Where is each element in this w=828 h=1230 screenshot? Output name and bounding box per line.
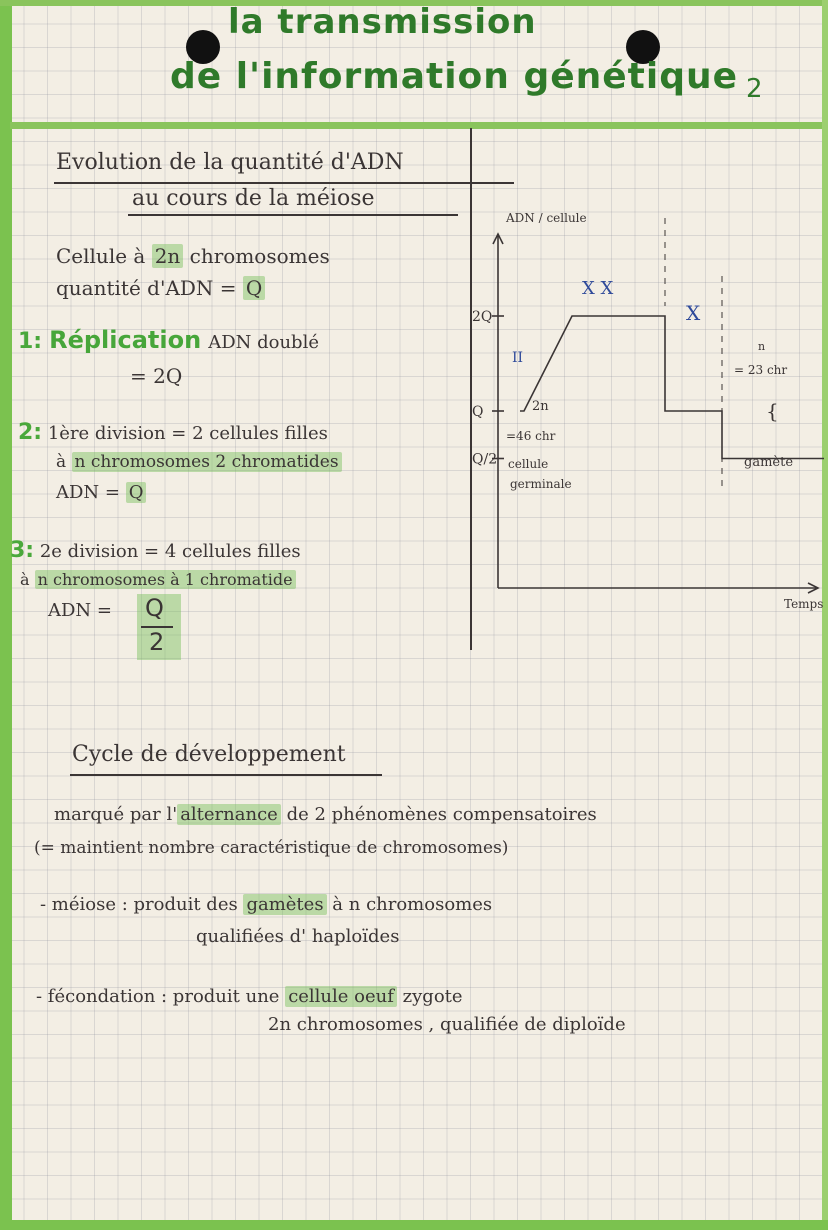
- green-margin-left: [0, 0, 12, 1230]
- meiose-item: - méiose : produit des gamètes à n chromosomes: [40, 894, 493, 915]
- step3-fraction: [137, 594, 181, 660]
- section2-line2: (= maintient nombre caractéristique de chromosomes): [34, 838, 509, 858]
- section1-title-line1: Evolution de la quantité d'ADN: [56, 150, 404, 175]
- cell-label-46chr: =46 chr: [506, 429, 556, 443]
- step1-line: 1: Réplication ADN doublé: [18, 326, 319, 354]
- section2-title-underline: [70, 774, 382, 776]
- y-tick-label: 2Q: [472, 309, 493, 325]
- intro-line2: quantité d'ADN = Q: [56, 276, 265, 300]
- y-tick-label: Q/2: [472, 451, 498, 468]
- gamete-brace: {: [766, 399, 779, 423]
- green-margin-bottom: [0, 1220, 828, 1230]
- replication-mark: II: [512, 350, 524, 366]
- gamete-n: n: [758, 340, 766, 353]
- y-tick-label: Q: [472, 404, 484, 420]
- gamete-label: gamète: [744, 455, 794, 470]
- section2-line1: marqué par l' alternance de 2 phénomènes compensatoires: [54, 804, 597, 825]
- step3-line1: 3: 2e division = 4 cellules filles: [10, 538, 301, 563]
- step2-line1: 2: 1ère division = 2 cellules filles: [18, 420, 328, 445]
- meiose-item-line2: qualifiées d' haploïdes: [196, 926, 400, 947]
- fraction-numerator: Q: [145, 594, 164, 622]
- chromosome-pairs: X X: [582, 278, 614, 299]
- fecondation-item: - fécondation : produit une cellule oeuf zygote: [36, 986, 463, 1007]
- page-number: 2: [746, 74, 763, 104]
- cell-label-2n: 2n: [532, 399, 549, 414]
- step3-line2: à n chromosomes à 1 chromatide: [20, 570, 296, 589]
- section2-title: Cycle de développement: [72, 742, 346, 767]
- section1-title-underline1: [54, 182, 514, 184]
- section1-title-line2: au cours de la méiose: [132, 186, 375, 211]
- fraction-denominator: 2: [149, 628, 165, 656]
- intro-line1: Cellule à 2n chromosomes: [56, 244, 330, 268]
- chromosome-single: X: [686, 301, 701, 325]
- dna-quantity-chart: [462, 196, 828, 636]
- step2-line2: à n chromosomes 2 chromatides: [56, 452, 342, 472]
- gamete-chr: = 23 chr: [734, 363, 788, 377]
- cell-label-cellule: cellule: [508, 457, 549, 471]
- page-title-line2: de l'information génétique: [170, 56, 739, 97]
- dna-curve: [520, 316, 824, 459]
- page-title-line1: la transmission: [228, 2, 537, 42]
- step3-line3: ADN =: [48, 600, 112, 621]
- cell-label-germinale: germinale: [510, 477, 572, 491]
- header-divider: [10, 122, 822, 129]
- step1-value: = 2Q: [130, 364, 183, 388]
- x-axis-label: Temps: [784, 597, 824, 611]
- y-axis-label: ADN / cellule: [506, 211, 587, 225]
- section1-title-underline2: [128, 214, 458, 216]
- step2-line3: ADN = Q: [56, 482, 146, 503]
- fecondation-item-line2: 2n chromosomes , qualifiée de diploïde: [268, 1014, 626, 1035]
